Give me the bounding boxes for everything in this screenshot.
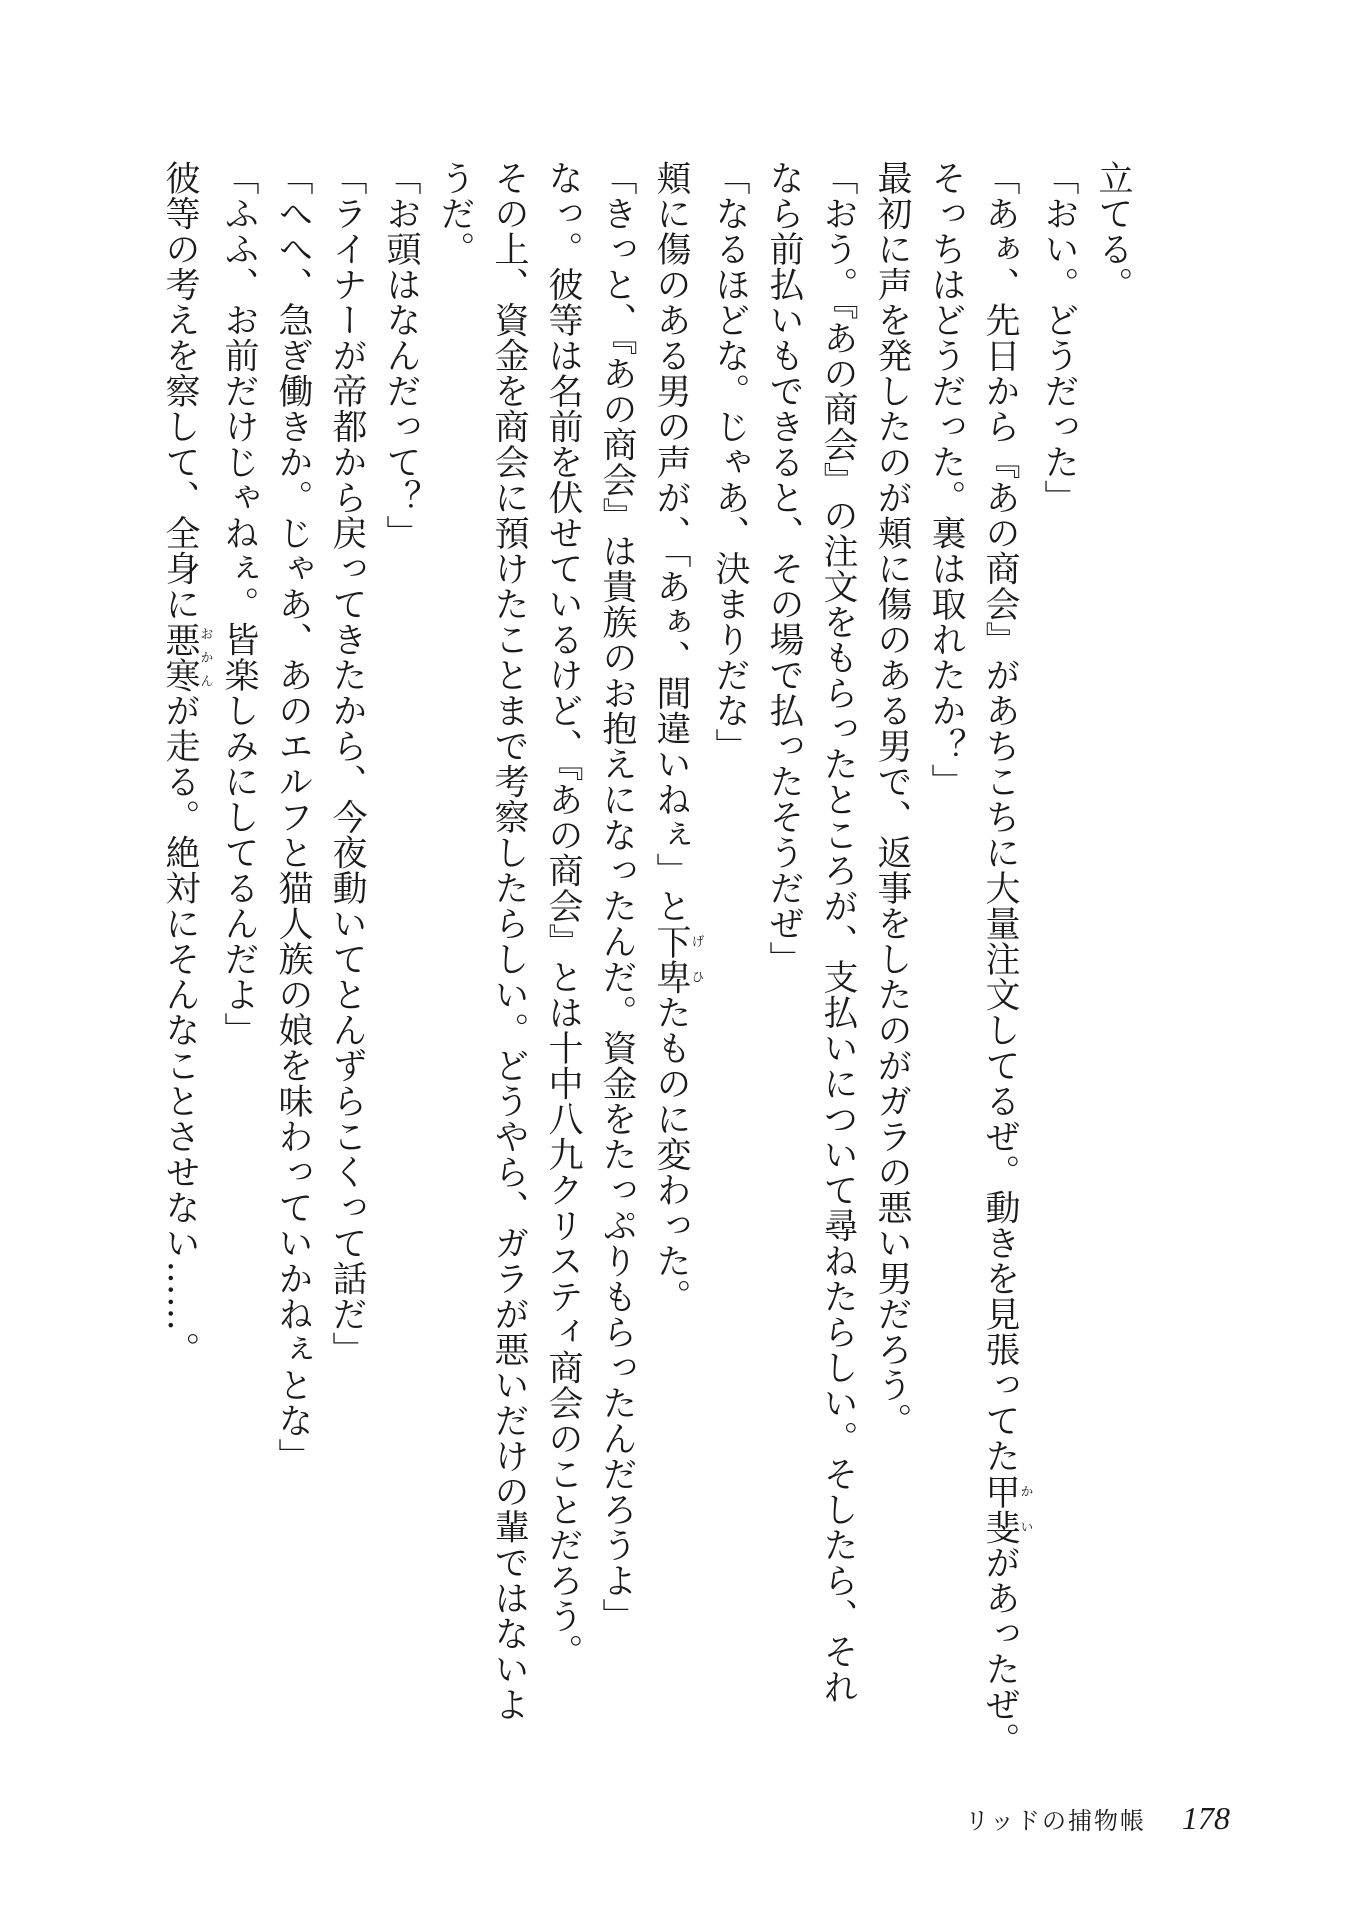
ruby-base: 悪寒: [160, 621, 200, 693]
text-line: 最初に声を発したのが頬に傷のある男で、返事をしたのがガラの悪い男だろう。: [872, 160, 912, 1438]
ruby-base: 甲斐: [980, 1473, 1020, 1545]
text-line: 「きっと、『あの商会』は貴族のお抱えになったんだ。資金をたっぷりもらったんだろうよ」: [597, 160, 637, 1634]
vertical-body-text: [160, 160, 1140, 1758]
text-line: [973, 160, 1033, 1758]
text-line: [153, 160, 212, 1660]
ruby-reading: げひ: [688, 923, 704, 995]
text-line: その上、資金を商会に預けたことまで考察したらしい。どうやら、ガラが悪いだけの輩ではないよ: [489, 160, 529, 1722]
page-number: 178: [1182, 1800, 1230, 1836]
text-line: うだ。: [435, 160, 475, 267]
running-title: リッドの捕物帳: [964, 1807, 1146, 1835]
text-line: 立てる。: [1093, 160, 1133, 302]
text-line: 「お頭はなんだって？」: [381, 160, 421, 551]
text-line: 「へへ、急ぎ働きか。じゃあ、あのエルフと猫人族の娘を味わっていかねぇとな」: [273, 160, 313, 1474]
text-segment: たものに変わった。: [651, 994, 691, 1314]
ruby-reading: おかん: [197, 621, 213, 693]
page-footer: [965, 1800, 1230, 1837]
text-line: 「おう。『あの商会』の注文をもらったところが、支払いについて尋ねたらしい。そしたら、それ: [818, 160, 858, 1705]
text-line: そっちはどうだった。裏は取れたか？」: [926, 160, 966, 799]
text-line: 「ふふ、お前だけじゃねぇ。皆楽しみにしてるんだよ」: [219, 160, 259, 1048]
text-segment: があったぜ。: [980, 1544, 1020, 1758]
ruby-word-gehi: [651, 923, 704, 995]
text-line: 「ライナーが帝都から戻ってきたから、今夜動いてとんずらこくって話だ」: [327, 160, 367, 1367]
ruby-reading: かい: [1017, 1473, 1033, 1545]
text-line: なっ。彼等は名前を伏せているけど、『あの商会』とは十中八九クリスティ商会のことだろう。: [543, 160, 583, 1669]
text-segment: が走る。絶対にそんなことさせない……。: [160, 692, 200, 1367]
text-line: なら前払いもできると、その場で払ったそうだぜ」: [764, 160, 804, 977]
text-segment: 「あぁ、先日から『あの商会』があちこちに大量注文してるぜ。動きを見張ってた: [980, 160, 1020, 1474]
ruby-base: 下卑: [651, 923, 691, 995]
text-line: 「なるほどな。じゃあ、決まりだな」: [710, 160, 750, 764]
text-segment: 頬に傷のある男の声が、「あぁ、間違いねぇ」と: [651, 160, 691, 924]
text-line: [644, 160, 703, 1660]
text-line: 「おい。どうだった」: [1039, 160, 1079, 515]
ruby-word-kai: [980, 1473, 1033, 1545]
text-segment: 彼等の考えを察して、全身に: [160, 160, 200, 622]
ruby-word-okan: [160, 621, 213, 693]
